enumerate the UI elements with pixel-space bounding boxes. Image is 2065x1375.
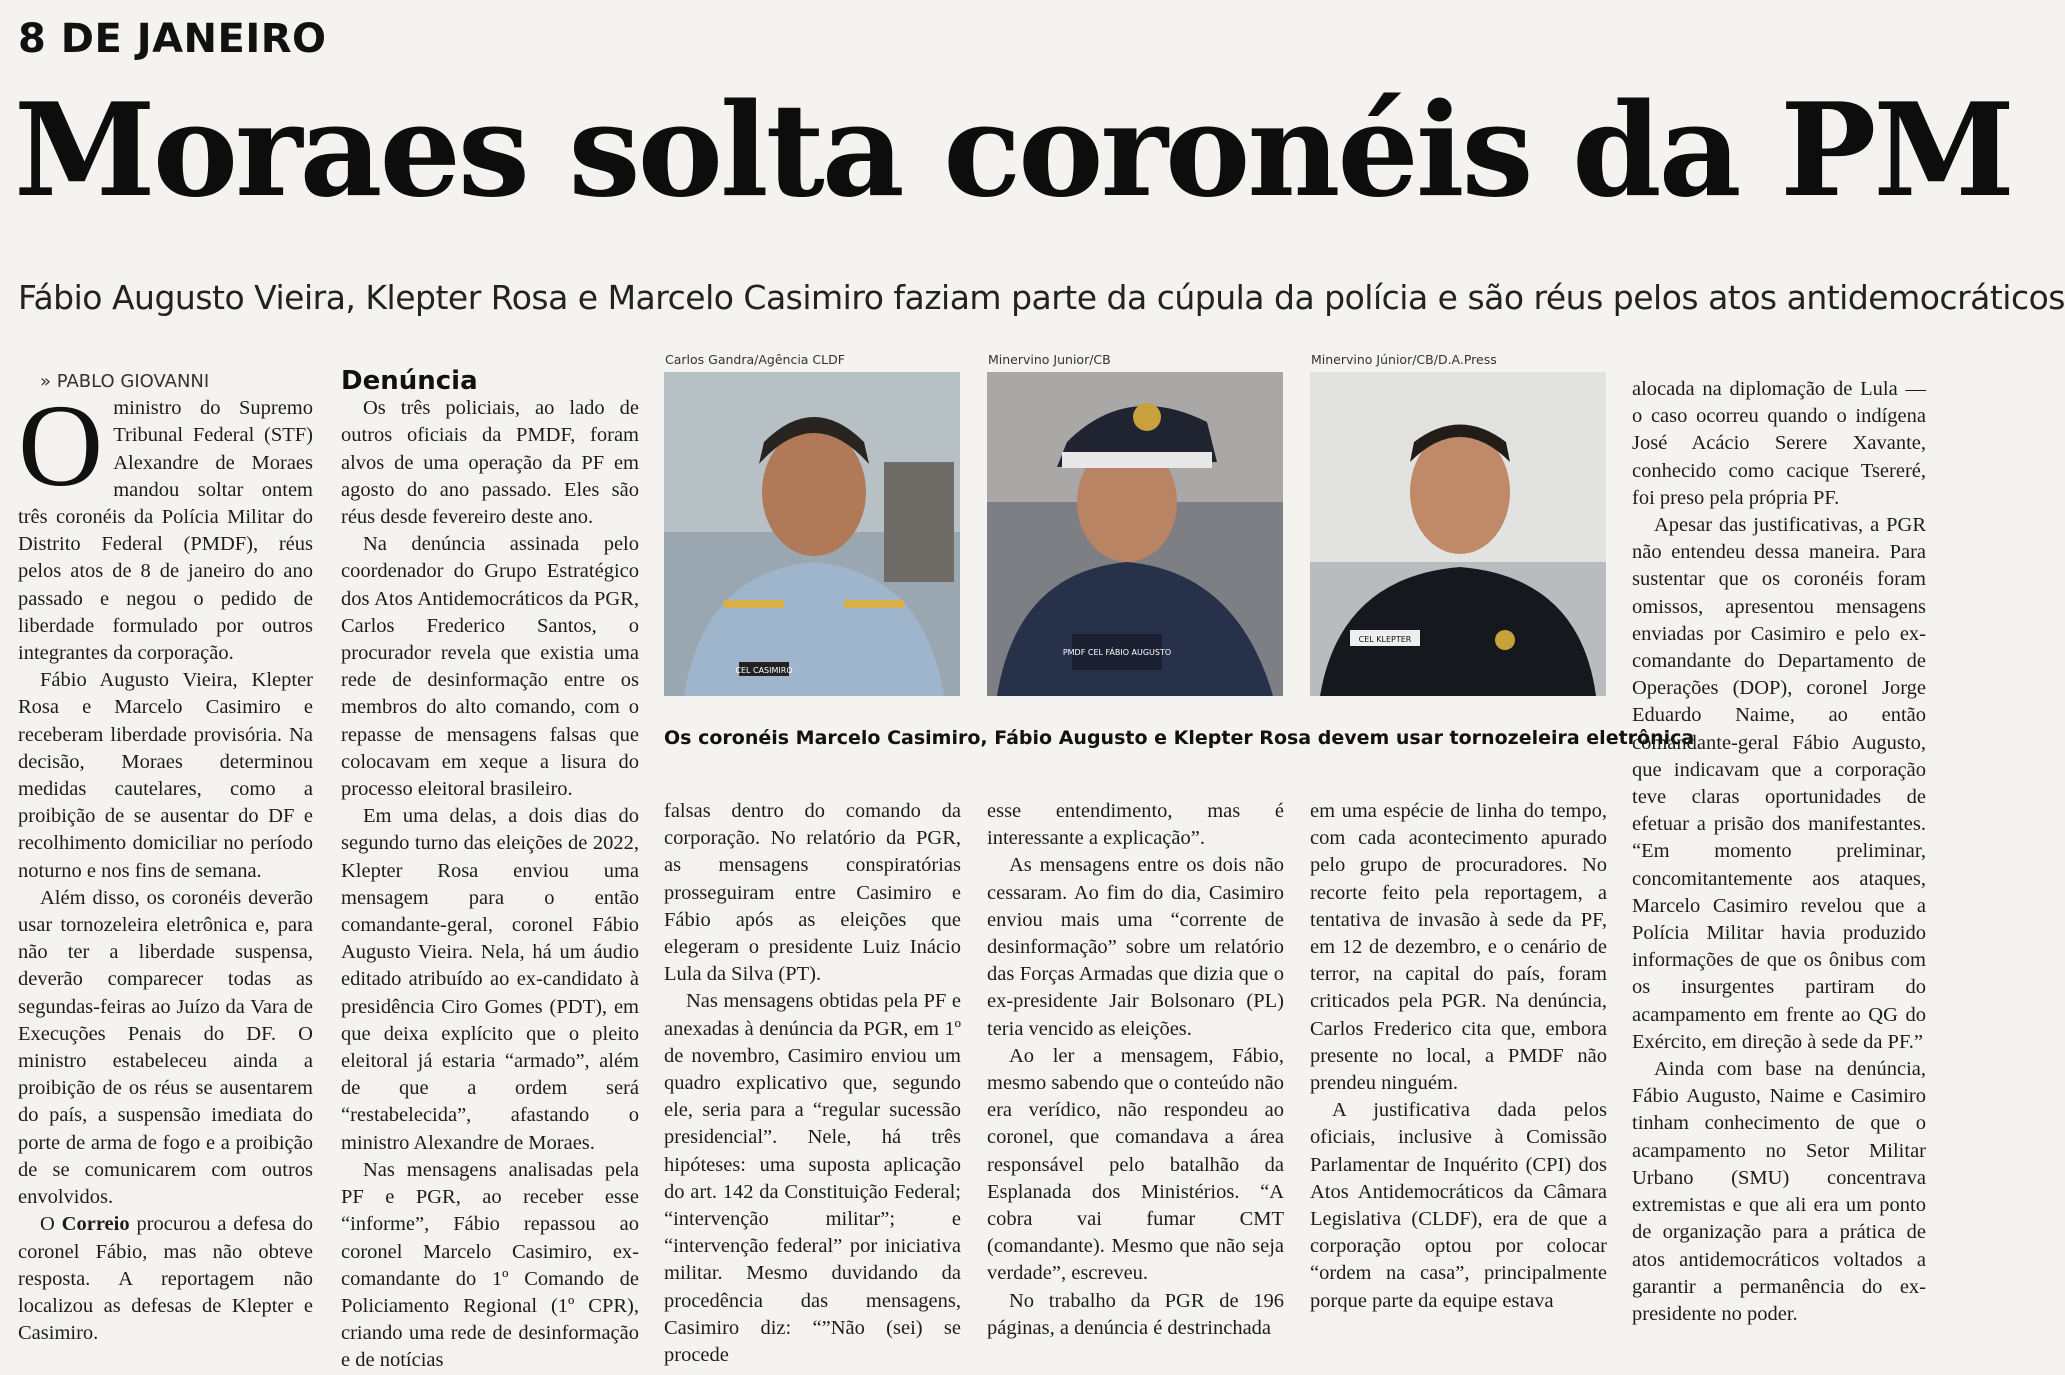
paragraph: Ao ler a mensagem, Fábio, mesmo sabendo que o conteúdo não era verídico, não respondeu ao coronel, que comandava a área responsável pelo batalhão da Esplanada dos Ministérios. “A cobra vai fumar CMT (comandante). Mesmo que não seja verdade”, escreveu. xyxy=(987,1044,1284,1285)
lead-text: ministro do Supremo Tribunal Federal (STF) Alexandre de Moraes mandou soltar ontem três coronéis da Polícia Militar do Distrito Federal (PMDF), réus pelos atos de 8 de janeiro do ano passado e negou o pedido de liberdade formulado por outros integrantes da corporação. xyxy=(18,397,313,665)
column-1 xyxy=(18,368,313,1345)
paragraph: Na denúncia assinada pelo coordenador do Grupo Estratégico dos Atos Antidemocráticos da PGR, Carlos Frederico Santos, o procurador revela que existia uma rede de desinformação entre os membros do alto comando, com o repasse de mensagens falsas que colocavam em xeque a lisura do processo eleitoral brasileiro. xyxy=(341,533,639,801)
paragraph: Os três policiais, ao lado de outros oficiais da PMDF, foram alvos de uma operação da PF em agosto do ano passado. Eles são réus desde fevereiro deste ano. xyxy=(341,397,639,529)
portrait-illustration xyxy=(1310,372,1606,696)
portrait-illustration xyxy=(987,372,1283,696)
paragraph: Fábio Augusto Vieira, Klepter Rosa e Marcelo Casimiro e receberam liberdade provisória. Na decisão, Moraes determinou medidas cautelares, como a proibição de se ausentar do DF e recolhimento domiciliar no período noturno e nos fins de semana. xyxy=(18,669,313,882)
paragraph: No trabalho da PGR de 196 páginas, a denúncia é destrinchada xyxy=(987,1289,1284,1339)
paragraph-prefix: O xyxy=(40,1213,62,1236)
paragraph: em uma espécie de linha do tempo, com cada acontecimento apurado pelo grupo de procuradores. No recorte feito pela reportagem, a tentativa de invasão à sede da PF, em 12 de dezembro, e o cenário de terror, na capital do país, foram criticados pela PGR. Na denúncia, Carlos Frederico cita que, embora presente no local, a PMDF não prendeu ninguém. xyxy=(1310,800,1607,1095)
section-kicker: 8 DE JANEIRO xyxy=(18,16,327,62)
paragraph: A justificativa dada pelos oficiais, inclusive à Comissão Parlamentar de Inquérito (CPI) dos Atos Antidemocráticos da Câmara Legislativa (CLDF), era de que a corporação optou por colocar “ordem na casa”, principalmente porque parte da equipe estava xyxy=(1310,1099,1607,1312)
paragraph: Nas mensagens obtidas pela PF e anexadas à denúncia da PGR, em 1º de novembro, Casimiro enviou um quadro explicativo que, segundo ele, seria para a “regular sucessão presidencial”. Nele, há três hipóteses: uma suposta aplicação do art. 142 da Constituição Federal; “intervenção militar”; e “intervenção federal” por iniciativa militar. Mesmo duvidando da procedência das mensagens, Casimiro diz: “”Não (sei) se procede xyxy=(664,990,961,1367)
nameplate-text: PMDF CEL FÁBIO AUGUSTO xyxy=(1062,648,1172,657)
paragraph: falsas dentro do comando da corporação. No relatório da PGR, as mensagens conspiratórias prosseguiram entre Casimiro e Fábio após as eleições que elegeram o presidente Luiz Inácio Lula da Silva (PT). xyxy=(664,800,961,986)
headline: Moraes solta coronéis da PM xyxy=(14,76,2012,226)
newspaper-name: Correio xyxy=(61,1213,130,1236)
paragraph-rest: procurou a defesa do coronel Fábio, mas não obteve resposta. A reportagem não localizou as defesas de Klepter e Casimiro. xyxy=(18,1213,313,1345)
byline: » PABLO GIOVANNI xyxy=(40,371,210,392)
dropcap: O xyxy=(18,380,104,512)
photo-credit: Minervino Júnior/CB/D.A.Press xyxy=(1311,352,1497,367)
paragraph: alocada na diplomação de Lula — o caso ocorreu quando o indígena José Acácio Serere Xavante, conhecido como cacique Tsereré, foi preso pela própria PF. xyxy=(1632,378,1926,509)
photo-casimiro xyxy=(664,372,960,696)
paragraph: Ainda com base na denúncia, Fábio Augusto, Naime e Casimiro tinham conhecimento de que o acampamento no Setor Militar Urbano (SMU) concentrava extremistas e que ali era um ponto de organização para a prática de atos antidemocráticos voltados a garantir a permanência do ex-presidente no poder. xyxy=(1632,1058,1926,1325)
paragraph: esse entendimento, mas é interessante a explicação”. xyxy=(987,800,1284,850)
photo-caption: Os coronéis Marcelo Casimiro, Fábio Augusto e Klepter Rosa devem usar tornozeleira eletrônica xyxy=(664,727,1695,749)
subheadline: Fábio Augusto Vieira, Klepter Rosa e Marcelo Casimiro faziam parte da cúpula da polícia e são réus pelos atos antidemocráticos xyxy=(18,278,2065,317)
photo-fabio-augusto xyxy=(987,372,1283,696)
paragraph: As mensagens entre os dois não cessaram. Ao fim do dia, Casimiro enviou mais uma “corrente de desinformação” sobre um relatório das Forças Armadas que dizia que o ex-presidente Jair Bolsonaro (PL) teria vencido as eleições. xyxy=(987,854,1284,1040)
section-subtitle: Denúncia xyxy=(341,366,478,396)
paragraph: Nas mensagens analisadas pela PF e PGR, ao receber esse “informe”, Fábio repassou ao coronel Marcelo Casimiro, ex-comandante do 1º Comando de Policiamento Regional (1º CPR), criando uma rede de desinformação e de notícias xyxy=(341,1158,639,1372)
column-4 xyxy=(987,798,1284,1339)
paragraph xyxy=(18,1211,313,1347)
portrait-illustration xyxy=(664,372,960,696)
nameplate-text: CEL KLEPTER xyxy=(1358,635,1412,644)
nameplate-text: CEL CASIMIRO xyxy=(735,666,793,675)
column-5 xyxy=(1310,798,1607,1312)
paragraph: Em uma delas, a dois dias do segundo turno das eleições de 2022, Klepter Rosa enviou uma mensagem para o então comandante-geral, coronel Fábio Augusto Vieira. Nela, há um áudio editado atribuído ao ex-candidato à presidência Ciro Gomes (PDT), em que deixa explícito que o pleito eleitoral já estaria “armado”, além de que a ordem será “restabelecida”, afastando o ministro Alexandre de Moraes. xyxy=(341,805,639,1154)
column-2 xyxy=(341,366,639,1372)
photo-klepter xyxy=(1310,372,1606,696)
paragraph: Apesar das justificativas, a PGR não entendeu dessa maneira. Para sustentar que os coronéis foram omissos, apresentou mensagens enviadas por Casimiro e pelo ex-comandante do Departamento de Operações (DOP), coronel Jorge Eduardo Naime, ao então comandante-geral Fábio Augusto, que indicavam que a corporação teve claras oportunidades de efetuar a prisão dos manifestantes. “Em momento preliminar, concomitantemente aos ataques, Marcelo Casimiro revelou que a Polícia Militar havia produzido informações de que os ônibus com os insurgentes partiram do acampamento em frente ao QG do Exército, em direção à sede da PF.” xyxy=(1632,514,1926,1053)
column-3 xyxy=(664,798,961,1367)
column-6 xyxy=(1632,376,1926,1325)
paragraph: Além disso, os coronéis deverão usar tornozeleira eletrônica e, para não ter a liberdade suspensa, deverão comparecer todas as segundas-feiras ao Juízo da Vara de Execuções Penais do DF. O ministro estabeleceu ainda a proibição de os réus se ausentarem do país, a suspensão imediata do porte de arma de fogo e a proibição de se comunicarem com outros envolvidos. xyxy=(18,886,313,1209)
photo-credit: Minervino Junior/CB xyxy=(988,352,1111,367)
photo-credit: Carlos Gandra/Agência CLDF xyxy=(665,352,845,367)
